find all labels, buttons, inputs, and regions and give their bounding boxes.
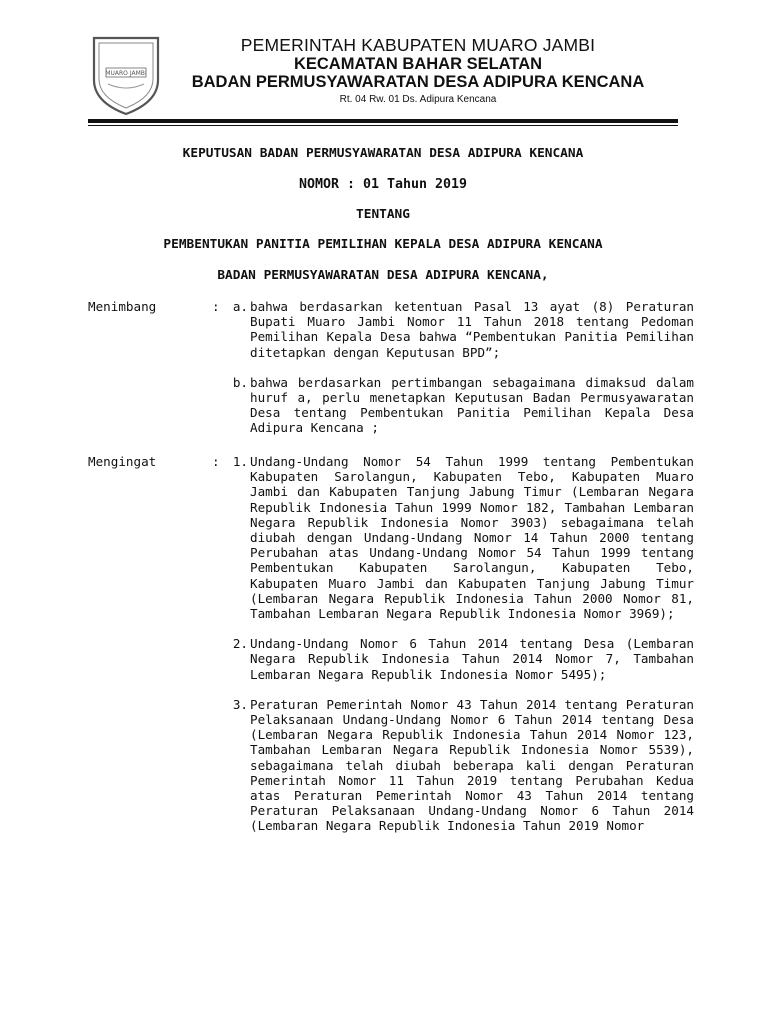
legal-basis-item-2 [88, 636, 694, 682]
letterhead-divider-thin [88, 125, 678, 126]
decision-subject: PEMBENTUKAN PANITIA PEMILIHAN KEPALA DESA ADIPURA KENCANA [163, 237, 603, 252]
item-marker: a. [232, 299, 248, 314]
mengingat-colon: : [212, 454, 220, 469]
item-text: Undang-Undang Nomor 6 Tahun 2014 tentang Desa (Lembaran Negara Republik Indonesia Tahun 2014 Nomor 7, Tambahan Lembaran Negara Republik Indonesia Nomor 5495); [250, 636, 694, 682]
legal-basis-item-1 [88, 454, 694, 621]
letterhead-regency: PEMERINTAH KABUPATEN MUARO JAMBI [240, 35, 596, 55]
item-marker: b. [232, 374, 248, 390]
letterhead-institution: BADAN PERMUSYAWARATAN DESA ADIPURA KENCANA [191, 73, 645, 91]
item-text: Undang-Undang Nomor 54 Tahun 1999 tentang Pembentukan Kabupaten Sarolangun, Kabupaten Tebo, Kabupaten Muaro Jambi dan Kabupaten Tanjung Jabung Timur (Lembaran Negara Republik Indonesia Tahun 1999 Nomor 182, Tambahan Lembaran Negara Republik Indonesia Nomor 3903) sebagaimana telah diubah dengan Undang-Undang Nomor 14 Tahun 2000 tentang Perubahan atas Undang-Undang Nomor 54 Tahun 1999 tentang Pembentukan Kabupaten Sarolangun, Kabupaten Tebo, Kabupaten Muaro Jambi dan Kabupaten Tanjung Jabung Timur (Lembaran Negara Republik Indonesia Tahun 2000 Nomor 81, Tambahan Lembaran Negara Republik Indonesia Nomor 3969); [250, 454, 694, 622]
item-marker: 3. [232, 696, 248, 712]
item-text: Peraturan Pemerintah Nomor 43 Tahun 2014 tentang Peraturan Pelaksanaan Undang-Undang Nomor 6 Tahun 2014 tentang Desa (Lembaran Negara Republik Indonesia Tahun 2014 Nomor 123, Tambahan Lembaran Negara Republik Indonesia Nomor 5539), sebagaimana telah diubah beberapa kali dengan Peraturan Pemerintah Nomor 11 Tahun 2019 tentang Perubahan Kedua atas Peraturan Pemerintah Nomor 43 Tahun 2014 tentang Peraturan Pelaksanaan Undang-Undang Nomor 6 Tahun 2014 (Lembaran Negara Republik Indonesia Tahun 2019 Nomor [250, 696, 694, 834]
item-text: bahwa berdasarkan pertimbangan sebagaimana dimaksud dalam huruf a, perlu menetapkan Keputusan Badan Permusyawaratan Desa tentang Pembentukan Panitia Pemilihan Kepala Desa Adipura Kencana ; [250, 374, 694, 436]
mengingat-label: Mengingat [88, 454, 157, 469]
letterhead-district: KECAMATAN BAHAR SELATAN [293, 55, 543, 73]
consideration-item-a [88, 299, 694, 360]
letterhead-address: Rt. 04 Rw. 01 Ds. Adipura Kencana [339, 94, 497, 105]
item-marker: 1. [232, 454, 248, 469]
legal-basis-item-3 [88, 697, 694, 834]
letterhead [168, 36, 668, 107]
item-text: bahwa berdasarkan ketentuan Pasal 13 ayat (8) Peraturan Bupati Muaro Jambi Nomor 11 Tahun 2018 tentang Pedoman Pemilihan Kepala Desa bahwa “Pembentukan Panitia Pemilihan ditetapkan dengan Keputusan BPD”; [250, 299, 694, 360]
menimbang-section [88, 299, 694, 436]
menimbang-label: Menimbang [88, 299, 157, 314]
regency-crest-logo [88, 34, 164, 118]
menimbang-colon: : [212, 299, 220, 314]
mengingat-section [88, 454, 694, 834]
about-heading: TENTANG [356, 207, 410, 222]
decision-number: NOMOR : 01 Tahun 2019 [298, 177, 468, 192]
letterhead-divider-thick [88, 119, 678, 123]
consideration-item-b [88, 375, 694, 436]
issuing-body: BADAN PERMUSYAWARATAN DESA ADIPURA KENCANA, [217, 268, 549, 283]
item-marker: 2. [232, 636, 248, 652]
decision-title: KEPUTUSAN BADAN PERMUSYAWARATAN DESA ADIPURA KENCANA [182, 146, 584, 161]
svg-text:MUARO JAMBI: MUARO JAMBI [105, 70, 147, 77]
